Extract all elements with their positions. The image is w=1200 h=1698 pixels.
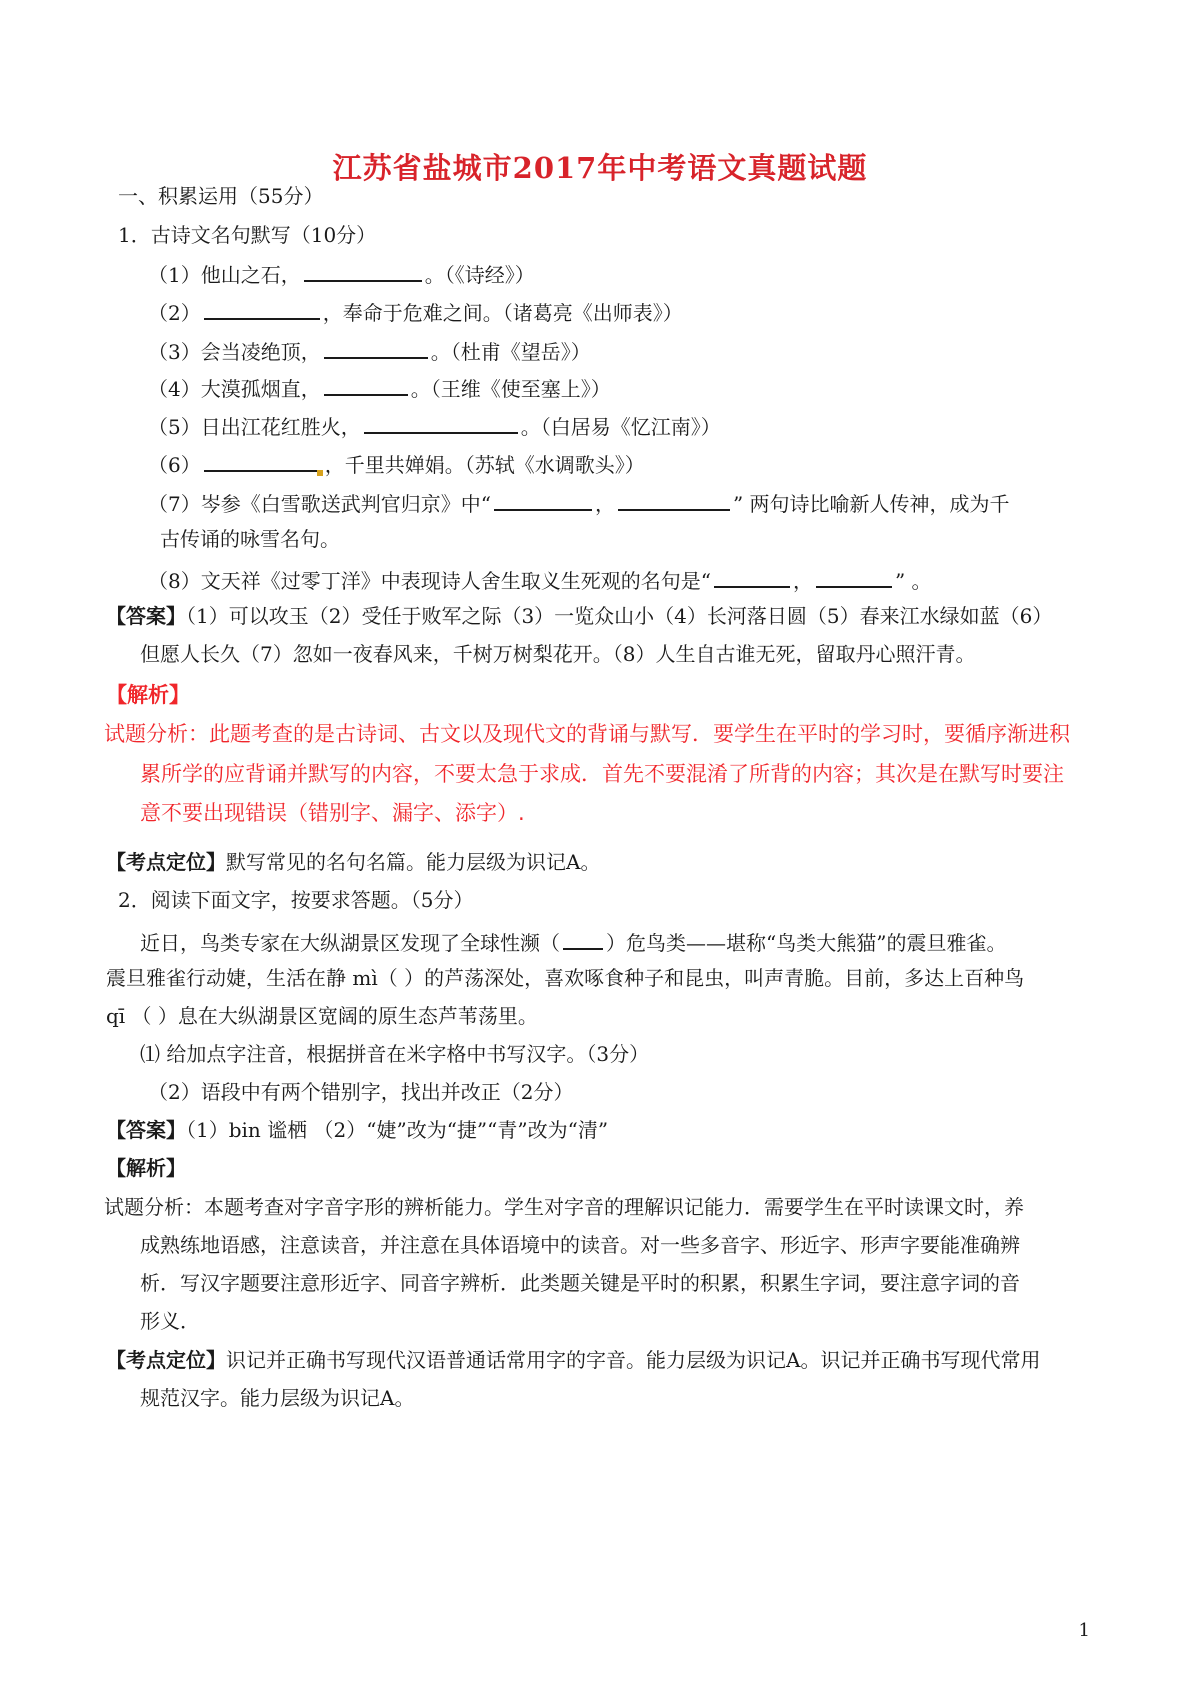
q1-item-7: （7）岑参《白雪歌送武判官归京》中“ ， ” 两句诗比喻新人传神，成为千 [148,487,1010,518]
fill-blank [563,926,603,950]
q1-answer-continued: 但愿人长久（7）忽如一夜春风来，千树万树梨花开。（8）人生自古谁无死，留取丹心照汗青。 [140,642,976,666]
q2-passage-line-1: 近日，鸟类专家在大纵湖景区发现了全球性濒（ ）危鸟类——堪称“鸟类大熊猫”的震旦雅雀。 [140,926,1006,957]
q2-analysis-line-3: 析．写汉字题要注意形近字、同音字辨析．此类题关键是平时的积累，积累生字词，要注意字词的音 [140,1271,1020,1295]
fill-blank [714,564,790,588]
fill-blank [364,410,518,434]
q2-kaodian-continued: 规范汉字。能力层级为识记A。 [140,1386,415,1410]
fill-blank [204,448,322,472]
fill-blank [618,487,730,511]
fill-blank [816,564,892,588]
question-1-heading: 1．古诗文名句默写（10分） [118,223,377,247]
q2-analysis-line-2: 成熟练地语感，注意读音，并注意在具体语境中的读音。对一些多音字、形近字、形声字要能准确辨 [140,1233,1020,1257]
q2-passage-line-3: qī （ ）息在大纵湖景区宽阔的原生态芦苇荡里。 [106,1004,538,1028]
q2-analysis-line-1: 试题分析：本题考查对字音字形的辨析能力。学生对字音的理解识记能力．需要学生在平时读课文时，养 [104,1195,1024,1219]
q1-analysis-label: 【解析】 [106,682,190,707]
q2-answer: 【答案】（1）bin 谧栖 （2）“婕”改为“捷”“青”改为“清” [106,1118,609,1142]
fill-blank [494,487,592,511]
q1-item-6: （6） ，千里共婵娟。（苏轼《水调歌头》） [148,448,645,479]
fill-blank [304,258,422,282]
q2-kaodian: 【考点定位】识记并正确书写现代汉语普通话常用字的字音。能力层级为识记A。识记并正确书写现代常用 [106,1348,1041,1372]
q1-analysis-line-1: 试题分析：此题考查的是古诗词、古文以及现代文的背诵与默写．要学生在平时的学习时，要循序渐进积 [104,722,1070,746]
q2-passage-line-2: 震旦雅雀行动婕，生活在静 mì（ ）的芦荡深处，喜欢啄食种子和昆虫，叫声青脆。目前，多达上百种鸟 [106,966,1025,990]
q1-item-3: （3）会当凌绝顶， 。（杜甫《望岳》） [148,335,591,366]
q2-analysis-line-4: 形义． [140,1309,200,1333]
q1-item-2: （2） ，奉命于危难之间。（诸葛亮《出师表》） [148,296,683,327]
page-title: 江苏省盐城市2017年中考语文真题试题 [332,151,868,185]
question-2-heading: 2．阅读下面文字，按要求答题。（5分） [118,888,474,912]
highlight-dot [317,470,323,476]
q1-item-4: （4）大漠孤烟直， 。（王维《使至塞上》） [148,372,611,403]
fill-blank [324,335,428,359]
q1-analysis-line-2: 累所学的应背诵并默写的内容，不要太急于求成．首先不要混淆了所背的内容；其次是在默写时要注 [140,762,1064,786]
q1-kaodian: 【考点定位】默写常见的名句名篇。能力层级为识记A。 [106,850,601,874]
q2-analysis-label: 【解析】 [106,1156,186,1180]
q1-item-8: （8）文天祥《过零丁洋》中表现诗人舍生取义生死观的名句是“ ， ” 。 [148,564,932,595]
q1-item-5: （5）日出江花红胜火， 。（白居易《忆江南》） [148,410,721,441]
q2-subquestion-1: ⑴ 给加点字注音，根据拼音在米字格中书写汉字。（3分） [140,1042,650,1066]
q2-subquestion-2: （2）语段中有两个错别字，找出并改正（2分） [148,1080,574,1104]
q1-item-7-continued: 古传诵的咏雪名句。 [160,527,340,551]
page-number: 1 [1078,1620,1090,1641]
q1-answer: 【答案】（1）可以攻玉（2）受任于败军之际（3）一览众山小（4）长河落日圆（5）春来江水绿如蓝（6） [106,604,1053,628]
fill-blank [324,372,408,396]
fill-blank [204,296,320,320]
q1-item-1: （1）他山之石， 。（《诗经》） [148,258,535,289]
section-heading: 一、积累运用（55分） [118,184,324,208]
q1-analysis-line-3: 意不要出现错误（错别字、漏字、添字）. [140,801,525,825]
